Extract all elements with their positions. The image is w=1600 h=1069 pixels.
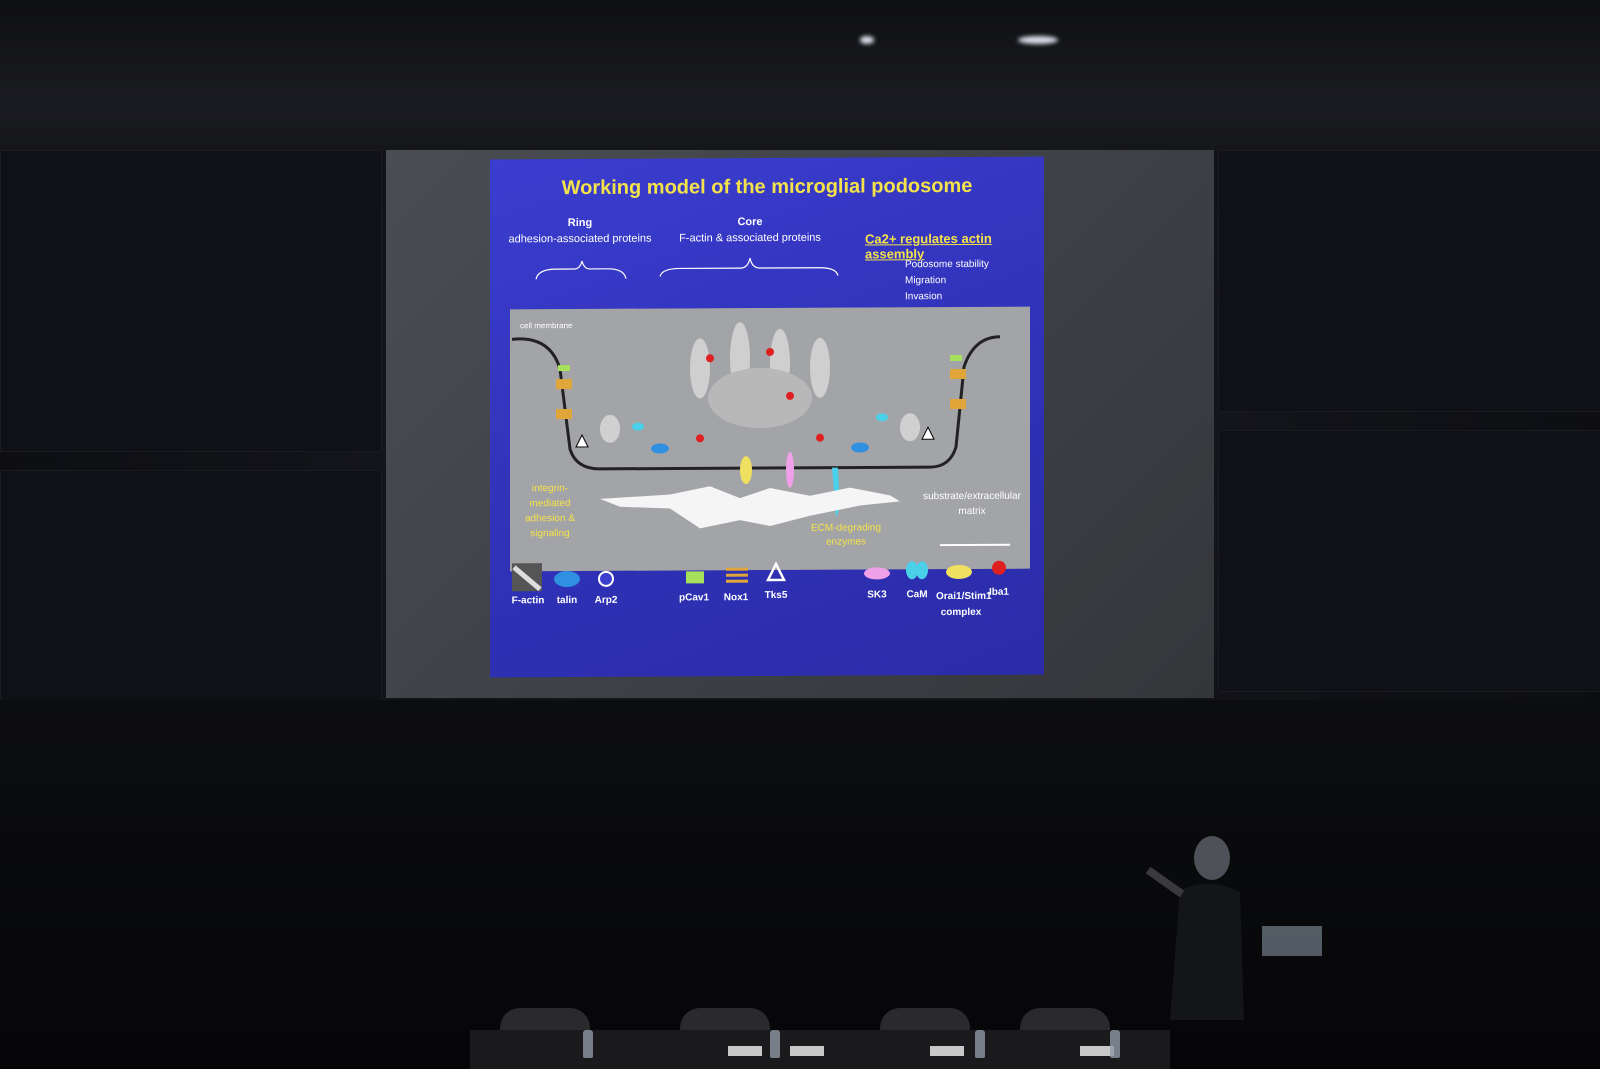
arp2-icon	[596, 569, 616, 589]
legend-label: Tks5	[764, 589, 788, 602]
ceiling-light	[860, 36, 874, 44]
tks5-icon	[766, 562, 786, 584]
wall-panel	[1218, 430, 1600, 692]
presenter-silhouette	[1140, 830, 1250, 1020]
substrate-label: substrate/extracellular matrix	[923, 490, 1021, 517]
core-title: Core	[737, 216, 763, 229]
ceiling	[0, 0, 1600, 150]
wall-panel	[0, 470, 382, 732]
calcium-effect-item: Invasion	[905, 291, 943, 303]
cam-icon	[904, 559, 930, 581]
ring-title: Ring	[567, 216, 593, 230]
water-bottle	[1110, 1030, 1120, 1058]
legend-label: CaM	[906, 589, 928, 601]
stage-area	[0, 700, 1600, 1069]
core-brace	[660, 258, 838, 277]
ring-brace	[536, 261, 626, 279]
pcav1-icon	[684, 568, 706, 586]
core-subtitle: F-actin & associated proteins	[679, 231, 821, 245]
wall-panel	[1218, 150, 1600, 412]
legend-label: F-actin	[511, 595, 545, 607]
ceiling-light	[1018, 36, 1058, 44]
sk3-icon	[862, 565, 892, 581]
orai1-stim1-icon	[944, 563, 974, 581]
legend-label: Arp2	[594, 594, 618, 606]
integrin-label: integrin-mediated adhesion & signaling	[524, 483, 576, 540]
talin-icon	[552, 569, 582, 589]
paper	[790, 1046, 824, 1056]
wall-panel	[0, 150, 382, 452]
calcium-effect-item: Migration	[905, 275, 947, 287]
legend-label: Orai1/Stim1 complex	[936, 590, 992, 619]
slide-title: Working model of the microglial podosome	[561, 174, 973, 200]
legend-label: pCav1	[678, 592, 709, 604]
calcium-heading: Ca2+ regulates actin assembly	[865, 230, 992, 262]
podosome-illustration	[510, 307, 1030, 572]
f-actin-icon	[510, 561, 544, 595]
ring-subtitle: adhesion-associated proteins	[508, 232, 652, 246]
calcium-effects-list	[905, 257, 989, 305]
iba1-icon	[990, 559, 1008, 577]
nox1-icon	[724, 564, 750, 586]
paper	[728, 1046, 762, 1056]
water-bottle	[770, 1030, 780, 1058]
paper	[1080, 1046, 1114, 1056]
water-bottle	[975, 1030, 985, 1058]
legend-label: talin	[556, 594, 578, 607]
laptop-screen	[1262, 926, 1322, 956]
legend-label: Iba1	[988, 586, 1009, 598]
legend-label: Nox1	[723, 592, 749, 604]
cell-membrane-label: cell membrane	[520, 321, 573, 331]
podosome-diagram	[510, 307, 1030, 572]
ecm-enzymes-label: ECM-degrading enzymes	[810, 522, 882, 548]
legend-label: SK3	[867, 589, 887, 601]
paper	[930, 1046, 964, 1056]
calcium-effect-item: Podosome stability	[905, 258, 989, 271]
water-bottle	[583, 1030, 593, 1058]
presentation-slide	[490, 157, 1044, 678]
